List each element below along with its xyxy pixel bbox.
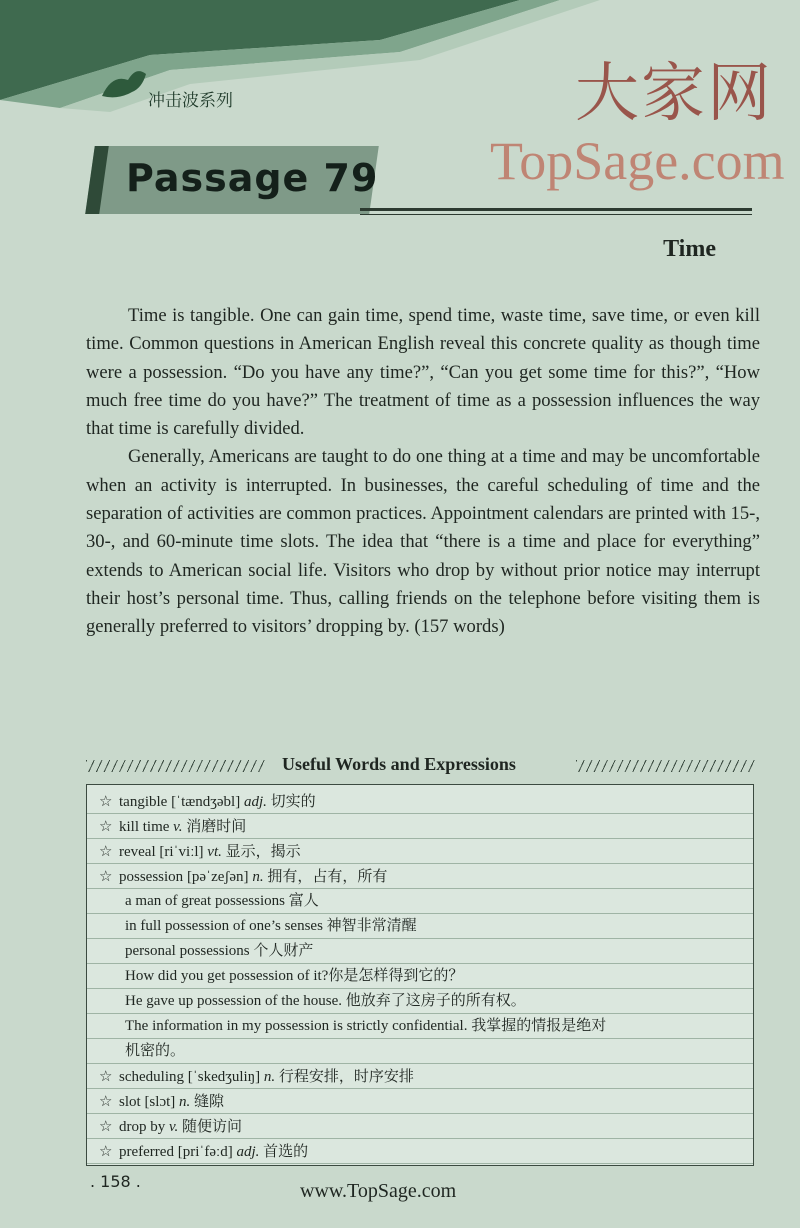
vocab-part-of-speech: n.: [179, 1094, 191, 1110]
vocab-example: [87, 939, 753, 964]
vocab-word: scheduling: [119, 1069, 184, 1085]
example-text: personal possessions 个人财产: [125, 943, 314, 959]
title-rule: [360, 208, 752, 211]
series-label: 冲击波系列: [148, 91, 233, 111]
vocab-entry: [87, 1089, 753, 1114]
article-title: Time: [663, 236, 716, 262]
vocab-entry: [87, 864, 753, 889]
paragraph: Time is tangible. One can gain time, spend time, waste time, save time, or even kill time. Common questions in American English reveal this concrete quality as though time were a possession. “Do you have any time?”, “Can you get some time for this?”, “How much free time do you have?” The treatment of time as a possession influences the way that time is carefully divided.: [86, 305, 760, 440]
vocab-example: [87, 1039, 753, 1064]
vocab-phonetic: [priˈfəːd]: [177, 1144, 233, 1160]
vocab-part-of-speech: vt.: [207, 844, 222, 860]
star-icon: ☆: [99, 792, 113, 810]
star-icon: ☆: [99, 1142, 113, 1160]
vocab-phonetic: [pəˈzeʃən]: [186, 869, 249, 885]
vocab-entry: [87, 814, 753, 839]
vocab-word: possession: [119, 869, 184, 885]
title-rule-thin: [360, 214, 752, 215]
watermark-logo-cn: 大家网: [575, 57, 773, 131]
vocab-meaning: 切实的: [270, 794, 316, 810]
example-text: How did you get possession of it?你是怎样得到它的？: [125, 968, 464, 984]
page-number: . 158 .: [90, 1172, 141, 1191]
vocab-meaning: 消磨时间: [186, 819, 247, 835]
example-text: 机密的。: [125, 1043, 186, 1059]
example-text: in full possession of one’s senses 神智非常清醒: [125, 918, 417, 934]
vocab-word: reveal: [119, 844, 156, 860]
vocab-word: drop by: [119, 1119, 166, 1135]
hatch-decoration: [576, 760, 756, 772]
passage-label: Passage 79: [126, 156, 379, 200]
vocab-example: [87, 914, 753, 939]
footer-url: www.TopSage.com: [300, 1180, 457, 1202]
vocab-entry: [87, 1139, 753, 1164]
vocab-example: [87, 989, 753, 1014]
vocab-meaning: 拥有，占有，所有: [267, 869, 388, 885]
vocab-meaning: 行程安排，时序安排: [278, 1069, 414, 1085]
vocab-meaning: 首选的: [263, 1144, 309, 1160]
star-icon: ☆: [99, 1092, 113, 1110]
example-text: The information in my possession is strictly confidential. 我掌握的情报是绝对: [125, 1018, 607, 1034]
star-icon: ☆: [99, 1117, 113, 1135]
vocab-part-of-speech: adj.: [236, 1144, 260, 1160]
useful-words-title: Useful Words and Expressions: [282, 754, 516, 774]
useful-words-header: [86, 752, 756, 780]
example-text: He gave up possession of the house. 他放弃了这房子的所有权。: [125, 993, 526, 1009]
vocab-word: kill time: [119, 819, 170, 835]
vocab-word: tangible: [119, 794, 168, 810]
star-icon: ☆: [99, 1067, 113, 1085]
vocab-word: preferred: [119, 1144, 174, 1160]
article-body: [86, 302, 760, 642]
useful-words-box: [86, 784, 754, 1166]
vocab-entry: [87, 1064, 753, 1089]
vocab-phonetic: [slɔt]: [144, 1094, 176, 1110]
vocab-part-of-speech: v.: [173, 819, 183, 835]
vocab-part-of-speech: n.: [252, 869, 264, 885]
hatch-decoration: [86, 760, 266, 772]
vocab-example: [87, 1014, 753, 1039]
vocab-entry: [87, 839, 753, 864]
vocab-part-of-speech: adj.: [243, 794, 267, 810]
star-icon: ☆: [99, 842, 113, 860]
star-icon: ☆: [99, 867, 113, 885]
vocab-part-of-speech: v.: [169, 1119, 179, 1135]
vocab-word: slot: [119, 1094, 141, 1110]
watermark-logo-en: TopSage.com: [490, 131, 785, 191]
vocab-meaning: 随便访问: [182, 1119, 243, 1135]
vocab-part-of-speech: n.: [263, 1069, 276, 1085]
vocab-example: [87, 889, 753, 914]
example-text: a man of great possessions 富人: [125, 893, 319, 909]
star-icon: ☆: [99, 817, 113, 835]
vocab-meaning: 缝隙: [194, 1094, 225, 1110]
paragraph: Generally, Americans are taught to do one thing at a time and may be uncomfortable when an activity is interrupted. In businesses, the careful scheduling of time and the separation of activities are common practices. Appointment calendars are printed with 15-, 30-, and 60-minute time slots. The idea that “there is a time and place for everything” extends to American social life. Visitors who drop by without prior notice may interrupt their host’s personal time. Thus, calling friends on the telephone before visiting them is generally preferred to visitors’ dropping by. (157 words): [86, 446, 760, 638]
vocab-phonetic: [ˈskedʒuliŋ]: [187, 1069, 261, 1085]
vocab-meaning: 显示，揭示: [225, 844, 301, 860]
vocab-example: [87, 964, 753, 989]
vocab-entry: [87, 789, 753, 814]
row-divider: [87, 1163, 753, 1164]
vocab-entry: [87, 1114, 753, 1139]
vocab-phonetic: [ˈtændʒəbl]: [171, 794, 241, 810]
vocab-phonetic: [riˈviːl]: [159, 844, 204, 860]
